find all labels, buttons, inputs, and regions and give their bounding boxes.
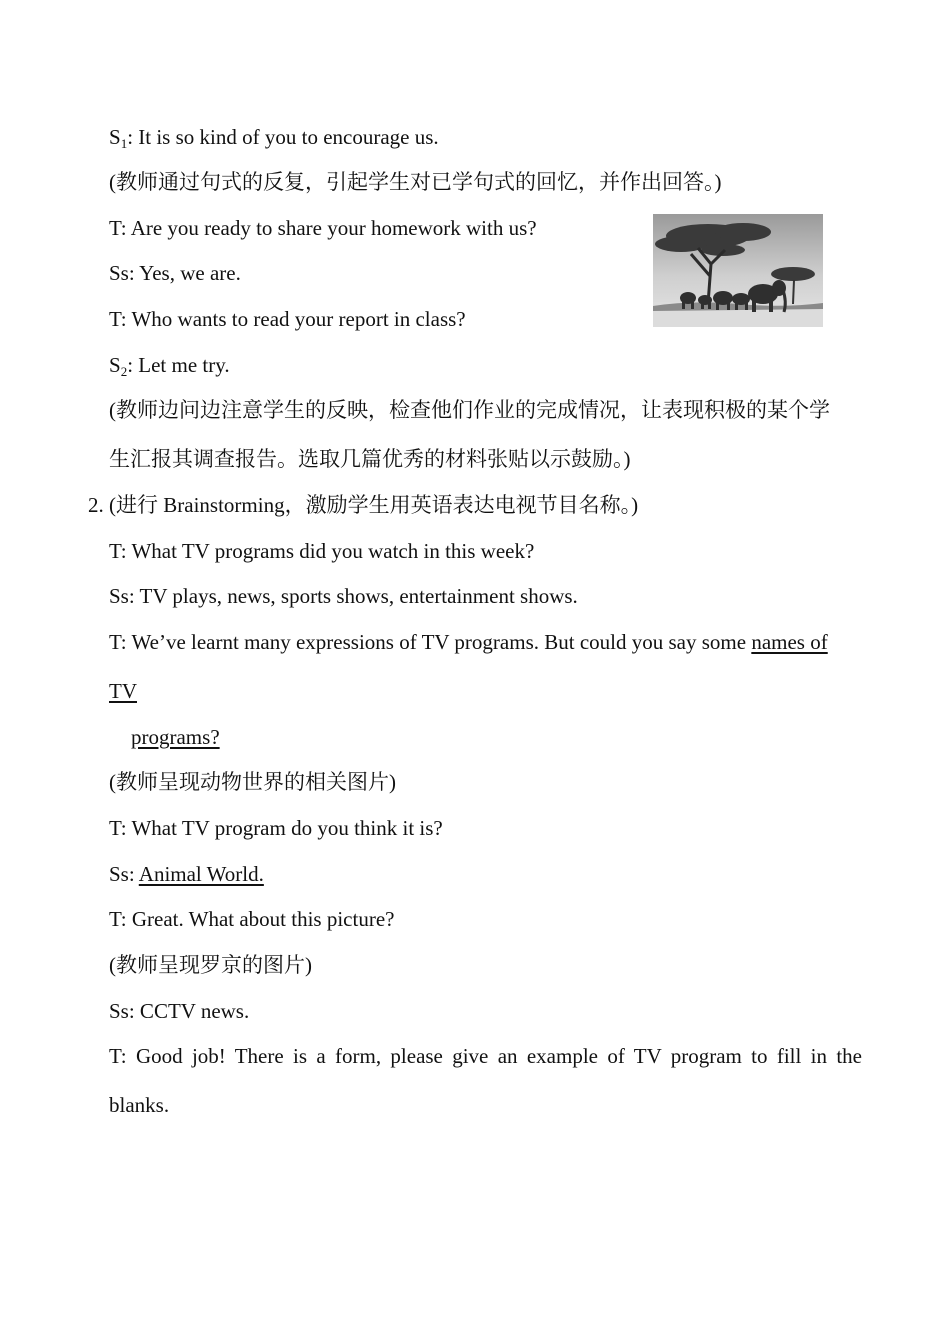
line-t-names <box>109 629 828 655</box>
line-ss-animal-world <box>109 861 264 887</box>
speaker-subscript: 2 <box>120 364 128 379</box>
line-s1-reply <box>109 124 439 157</box>
elephants-photo <box>653 214 823 327</box>
line-tv-continued <box>109 678 137 704</box>
line-t-great: T: Great. What about this picture? <box>109 907 395 931</box>
line-t-good-job: T: Good job! There is a form, please give an example of TV program to fill in the <box>109 1044 862 1068</box>
underlined-answer: TV <box>109 679 137 703</box>
speaker-subscript: 1 <box>120 136 128 151</box>
line-t-who: T: Who wants to read your report in class? <box>109 307 466 331</box>
speaker-label: S <box>109 353 121 377</box>
line-programs-continued <box>131 724 220 750</box>
teacher-note-1: (教师通过句式的反复，引起学生对已学句式的回忆，并作出回答。) <box>109 170 722 194</box>
teacher-note-3: (教师呈现动物世界的相关图片) <box>109 770 396 794</box>
line-blanks: blanks. <box>109 1093 170 1117</box>
line-ss-yes: Ss: Yes, we are. <box>109 261 241 285</box>
line-ss-program-types: Ss: TV plays, news, sports shows, entertainment shows. <box>109 584 578 608</box>
line-s2-reply <box>109 352 230 385</box>
line-text: : Let me try. <box>127 353 230 377</box>
teacher-note-2a: (教师边问边注意学生的反映，检查他们作业的完成情况，让表现积极的某个学 <box>109 398 830 422</box>
line-text: : It is so kind of you to encourage us. <box>127 125 439 149</box>
teacher-note-4: (教师呈现罗京的图片) <box>109 953 312 977</box>
line-text: Ss: <box>109 862 139 886</box>
teacher-note-2b: 生汇报其调查报告。选取几篇优秀的材料张贴以示鼓励。) <box>109 447 631 471</box>
underlined-answer: programs? <box>131 725 220 749</box>
step-2-heading: 2. (进行 Brainstorming，激励学生用英语表达电视节目名称。) <box>88 493 639 517</box>
speaker-label: S <box>109 125 121 149</box>
line-t-which-program: T: What TV program do you think it is? <box>109 816 443 840</box>
line-text: T: We’ve learnt many expressions of TV programs. But could you say some <box>109 630 752 654</box>
line-t-ready: T: Are you ready to share your homework with us? <box>109 216 537 240</box>
underlined-answer: names of <box>751 630 828 654</box>
line-ss-cctv: Ss: CCTV news. <box>109 999 250 1023</box>
line-t-what-programs: T: What TV programs did you watch in this week? <box>109 539 535 563</box>
underlined-answer: Animal World. <box>138 862 264 886</box>
